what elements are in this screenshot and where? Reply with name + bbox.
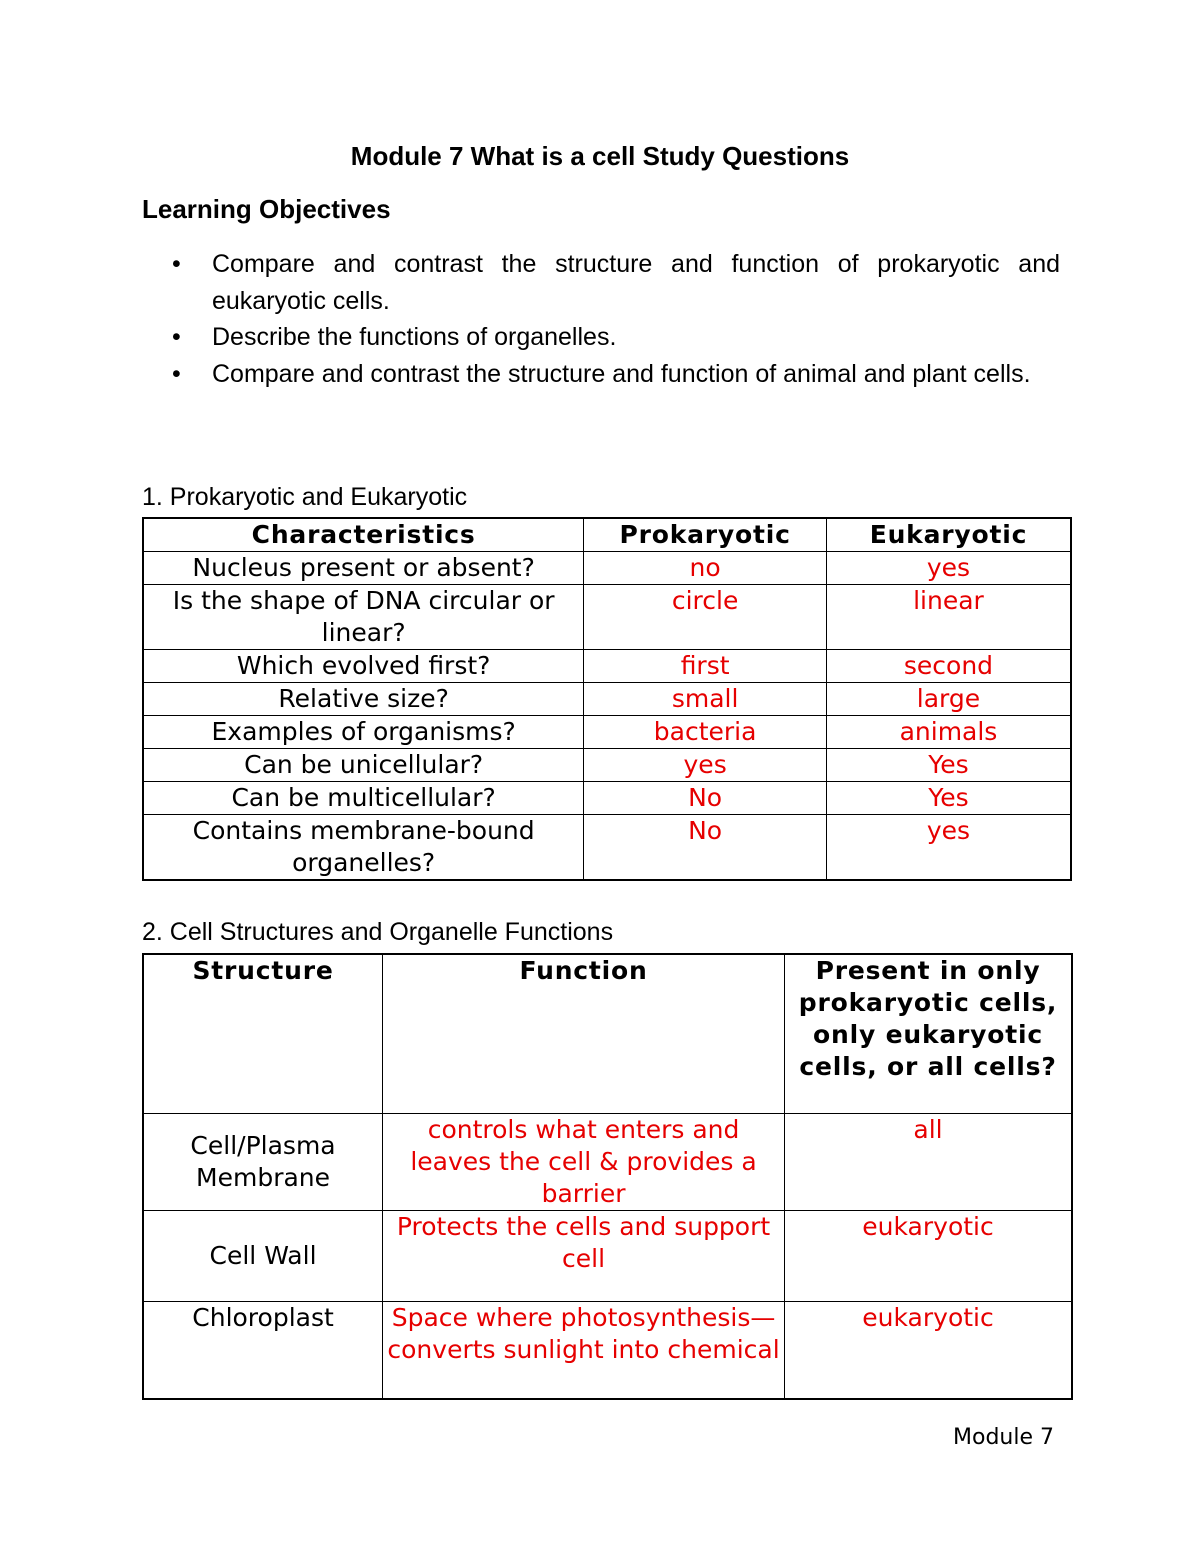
- table-row: [143, 749, 1071, 782]
- prokaryotic-eukaryotic-table: [142, 517, 1072, 881]
- eukaryotic-answer: Yes: [826, 749, 1071, 782]
- header-eukaryotic: Eukaryotic: [826, 518, 1071, 552]
- question-cell: Examples of organisms?: [143, 716, 584, 749]
- table-header-row: [143, 518, 1071, 552]
- table-row: [143, 683, 1071, 716]
- structure-cell: Cell Wall: [143, 1211, 383, 1302]
- list-item: • Compare and contrast the structure and function of animal and plant cells.: [142, 356, 1060, 393]
- cell-structures-table: [142, 953, 1073, 1400]
- eukaryotic-answer: Yes: [826, 782, 1071, 815]
- table-header-row: [143, 954, 1072, 1114]
- page-title: Module 7 What is a cell Study Questions: [350, 141, 850, 171]
- prokaryotic-answer: bacteria: [584, 716, 827, 749]
- eukaryotic-answer: second: [826, 650, 1071, 683]
- table-row: [143, 815, 1071, 881]
- learning-objectives-heading: Learning Objectives: [142, 194, 391, 224]
- header-characteristics: Characteristics: [143, 518, 584, 552]
- question-cell: Can be unicellular?: [143, 749, 584, 782]
- prokaryotic-answer: no: [584, 552, 827, 585]
- question-cell: Is the shape of DNA circular or linear?: [143, 585, 584, 650]
- table-row: [143, 1114, 1072, 1211]
- learning-objectives-list: [142, 246, 1060, 392]
- table-row: [143, 782, 1071, 815]
- function-answer: Space where photosynthesis—converts sunlight into chemical: [383, 1302, 785, 1400]
- table-row: [143, 552, 1071, 585]
- prokaryotic-answer: No: [584, 782, 827, 815]
- eukaryotic-answer: large: [826, 683, 1071, 716]
- table-row: [143, 1211, 1072, 1302]
- bullet-icon: •: [172, 250, 181, 278]
- list-item: • Describe the functions of organelles.: [142, 319, 1060, 356]
- prokaryotic-answer: yes: [584, 749, 827, 782]
- table-row: [143, 716, 1071, 749]
- prokaryotic-answer: first: [584, 650, 827, 683]
- prokaryotic-answer: circle: [584, 585, 827, 650]
- bullet-icon: •: [172, 323, 181, 351]
- question-cell: Relative size?: [143, 683, 584, 716]
- prokaryotic-answer: No: [584, 815, 827, 881]
- eukaryotic-answer: linear: [826, 585, 1071, 650]
- structure-cell: Cell/Plasma Membrane: [143, 1114, 383, 1211]
- eukaryotic-answer: yes: [826, 552, 1071, 585]
- present-in-answer: eukaryotic: [785, 1211, 1072, 1302]
- header-present-in: Present in only prokaryotic cells, only eukaryotic cells, or all cells?: [785, 954, 1072, 1114]
- header-structure: Structure: [143, 954, 383, 1114]
- question-cell: Can be multicellular?: [143, 782, 584, 815]
- structure-cell: Chloroplast: [143, 1302, 383, 1400]
- question-cell: Which evolved first?: [143, 650, 584, 683]
- eukaryotic-answer: yes: [826, 815, 1071, 881]
- page-footer: Module 7: [953, 1425, 1054, 1450]
- present-in-answer: all: [785, 1114, 1072, 1211]
- list-item: • Compare and contrast the structure and function of prokaryotic and eukaryotic cells.: [142, 246, 1060, 319]
- header-prokaryotic: Prokaryotic: [584, 518, 827, 552]
- table-row: [143, 1302, 1072, 1400]
- present-in-answer: eukaryotic: [785, 1302, 1072, 1400]
- header-function: Function: [383, 954, 785, 1114]
- eukaryotic-answer: animals: [826, 716, 1071, 749]
- question-cell: Contains membrane-bound organelles?: [143, 815, 584, 881]
- prokaryotic-answer: small: [584, 683, 827, 716]
- table-row: [143, 650, 1071, 683]
- function-answer: Protects the cells and support cell: [383, 1211, 785, 1302]
- question-cell: Nucleus present or absent?: [143, 552, 584, 585]
- function-answer: controls what enters and leaves the cell & provides a barrier: [383, 1114, 785, 1211]
- table-row: [143, 585, 1071, 650]
- section1-label: 1. Prokaryotic and Eukaryotic: [142, 483, 468, 511]
- bullet-icon: •: [172, 359, 181, 388]
- section2-label: 2. Cell Structures and Organelle Functions: [142, 918, 614, 946]
